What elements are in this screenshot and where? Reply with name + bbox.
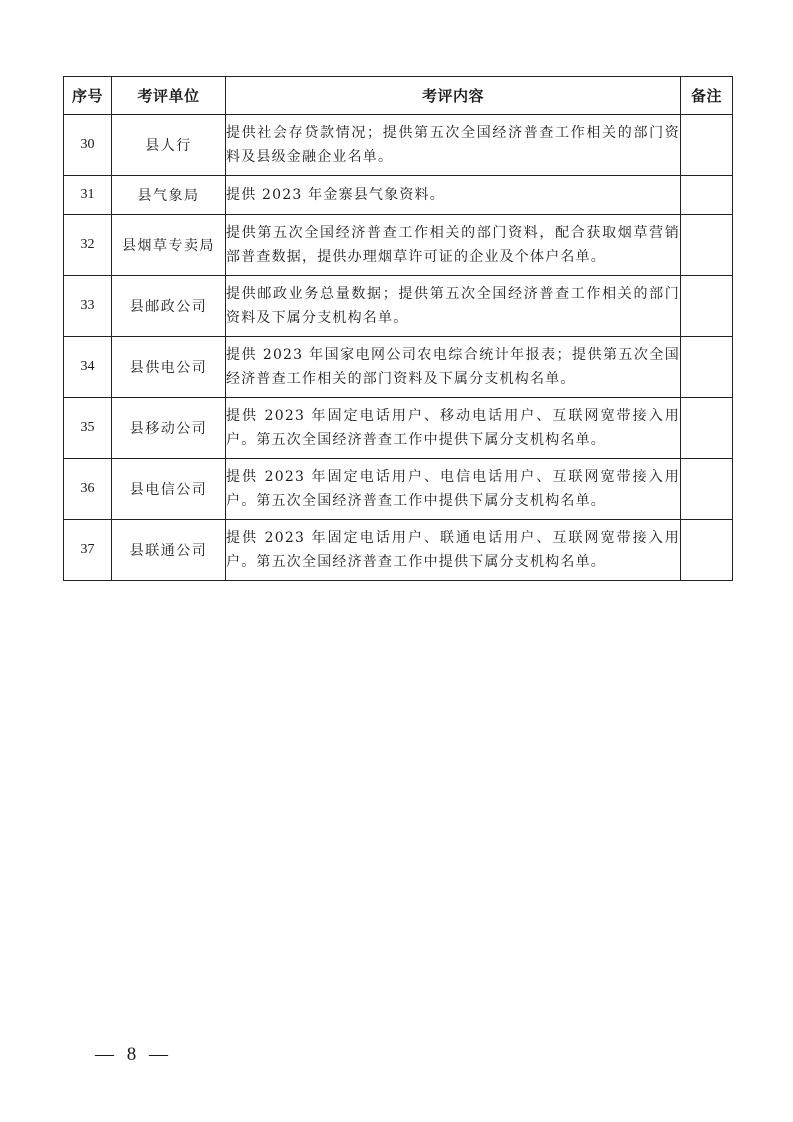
table-row bbox=[64, 337, 733, 398]
header-remarks: 备注 bbox=[681, 77, 733, 115]
table-header-row bbox=[64, 77, 733, 115]
header-evaluation-content: 考评内容 bbox=[226, 77, 681, 115]
row-content: 提供 2023 年固定电话用户、电信电话用户、互联网宽带接入用户。第五次全国经济普查工作中提供下属分支机构名单。 bbox=[226, 459, 681, 520]
row-unit: 县人行 bbox=[112, 115, 226, 176]
row-content: 提供邮政业务总量数据；提供第五次全国经济普查工作相关的部门资料及下属分支机构名单。 bbox=[226, 276, 681, 337]
row-serial-number: 32 bbox=[64, 215, 112, 276]
header-evaluated-unit: 考评单位 bbox=[112, 77, 226, 115]
table-row bbox=[64, 176, 733, 215]
row-note bbox=[681, 276, 733, 337]
row-unit: 县移动公司 bbox=[112, 398, 226, 459]
row-content: 提供第五次全国经济普查工作相关的部门资料，配合获取烟草营销部普查数据，提供办理烟草许可证的企业及个体户名单。 bbox=[226, 215, 681, 276]
row-content: 提供 2023 年国家电网公司农电综合统计年报表；提供第五次全国经济普查工作相关的部门资料及下属分支机构名单。 bbox=[226, 337, 681, 398]
row-unit: 县联通公司 bbox=[112, 520, 226, 581]
row-unit: 县邮政公司 bbox=[112, 276, 226, 337]
row-content: 提供 2023 年固定电话用户、联通电话用户、互联网宽带接入用户。第五次全国经济普查工作中提供下属分支机构名单。 bbox=[226, 520, 681, 581]
table-row bbox=[64, 276, 733, 337]
row-serial-number: 30 bbox=[64, 115, 112, 176]
row-note bbox=[681, 459, 733, 520]
row-note bbox=[681, 176, 733, 215]
table-row bbox=[64, 520, 733, 581]
row-content: 提供 2023 年固定电话用户、移动电话用户、互联网宽带接入用户。第五次全国经济普查工作中提供下属分支机构名单。 bbox=[226, 398, 681, 459]
row-note bbox=[681, 115, 733, 176]
row-unit: 县烟草专卖局 bbox=[112, 215, 226, 276]
evaluation-table bbox=[63, 76, 733, 581]
row-unit: 县电信公司 bbox=[112, 459, 226, 520]
table-row bbox=[64, 398, 733, 459]
row-serial-number: 35 bbox=[64, 398, 112, 459]
page-number: — 8 — bbox=[95, 1044, 172, 1065]
row-unit: 县气象局 bbox=[112, 176, 226, 215]
row-note bbox=[681, 398, 733, 459]
row-unit: 县供电公司 bbox=[112, 337, 226, 398]
row-content: 提供社会存贷款情况；提供第五次全国经济普查工作相关的部门资料及县级金融企业名单。 bbox=[226, 115, 681, 176]
table-row bbox=[64, 215, 733, 276]
row-serial-number: 34 bbox=[64, 337, 112, 398]
row-serial-number: 37 bbox=[64, 520, 112, 581]
row-serial-number: 31 bbox=[64, 176, 112, 215]
header-serial-number: 序号 bbox=[64, 77, 112, 115]
row-content: 提供 2023 年金寨县气象资料。 bbox=[226, 176, 681, 215]
row-note bbox=[681, 337, 733, 398]
row-serial-number: 33 bbox=[64, 276, 112, 337]
table-row bbox=[64, 459, 733, 520]
row-serial-number: 36 bbox=[64, 459, 112, 520]
table-row bbox=[64, 115, 733, 176]
row-note bbox=[681, 215, 733, 276]
row-note bbox=[681, 520, 733, 581]
